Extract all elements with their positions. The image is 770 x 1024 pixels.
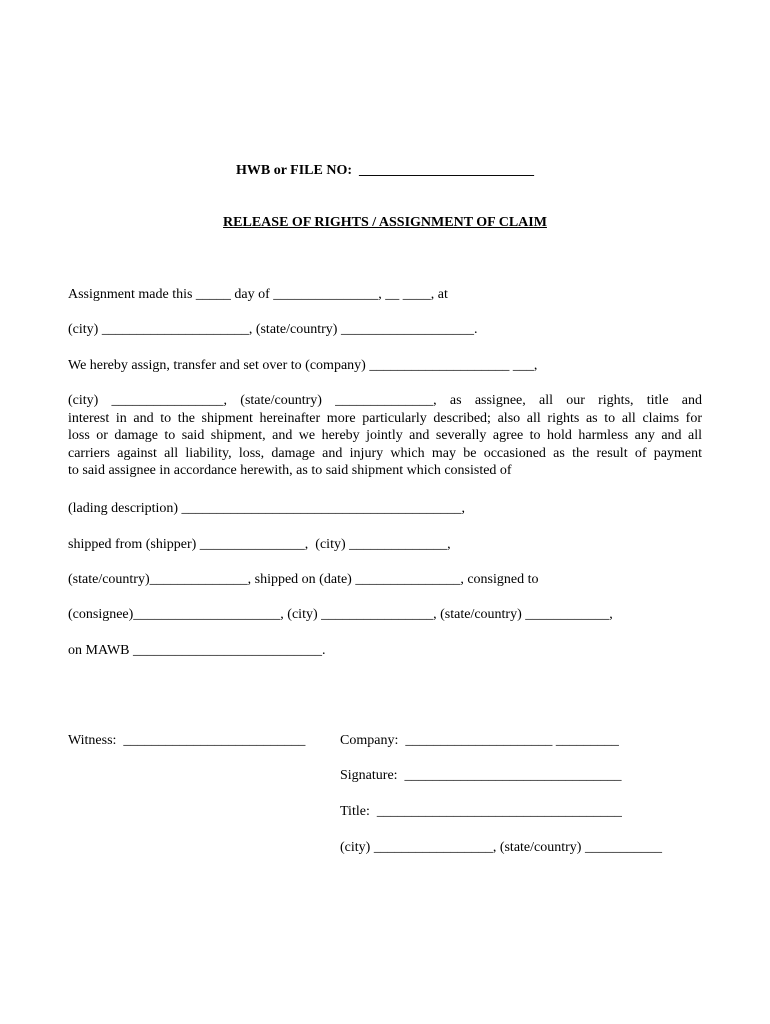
consignee-line: (consignee)_____________________, (city) ________________, (state/country) ____________,	[68, 607, 613, 622]
assignment-paragraph	[68, 392, 702, 480]
witness-line: Witness: __________________________	[68, 733, 306, 748]
paragraph-line: (city) ________________, (state/country) ______________, as assignee, all our rights, title and	[68, 393, 702, 408]
company-line: Company: _____________________ _________	[340, 733, 619, 748]
lading-description-line: (lading description) ________________________________________,	[68, 501, 466, 516]
signature-line: Signature: _______________________________	[340, 768, 622, 783]
assignee-company-line: We hereby assign, transfer and set over to (company) ____________________ ___,	[68, 358, 538, 373]
paragraph-line: carriers against all liability, loss, damage and injury which may be occasioned as the result of payment	[68, 445, 702, 461]
paragraph-line: interest in and to the shipment hereinafter more particularly described; also all rights as to all claims for	[68, 410, 702, 426]
shipped-from-line: shipped from (shipper) _______________, (city) ______________,	[68, 537, 451, 552]
title-line: Title: ___________________________________	[340, 804, 622, 819]
assignment-location-line: (city) _____________________, (state/country) ___________________.	[68, 322, 478, 337]
assignment-date-line: Assignment made this _____ day of _______________, __ ____, at	[68, 287, 448, 302]
file-number-line: HWB or FILE NO: _________________________	[235, 163, 535, 178]
shipped-on-line: (state/country)______________, shipped on (date) _______________, consigned to	[68, 572, 539, 587]
paragraph-line: to said assignee in accordance herewith, as to said shipment which consisted of	[68, 463, 512, 478]
signer-location-line: (city) _________________, (state/country) ___________	[340, 840, 662, 855]
document-title: RELEASE OF RIGHTS / ASSIGNMENT OF CLAIM	[223, 215, 547, 230]
paragraph-line: loss or damage to said shipment, and we hereby jointly and severally agree to hold harmless any and all	[68, 428, 702, 443]
mawb-line: on MAWB ___________________________.	[68, 643, 326, 658]
